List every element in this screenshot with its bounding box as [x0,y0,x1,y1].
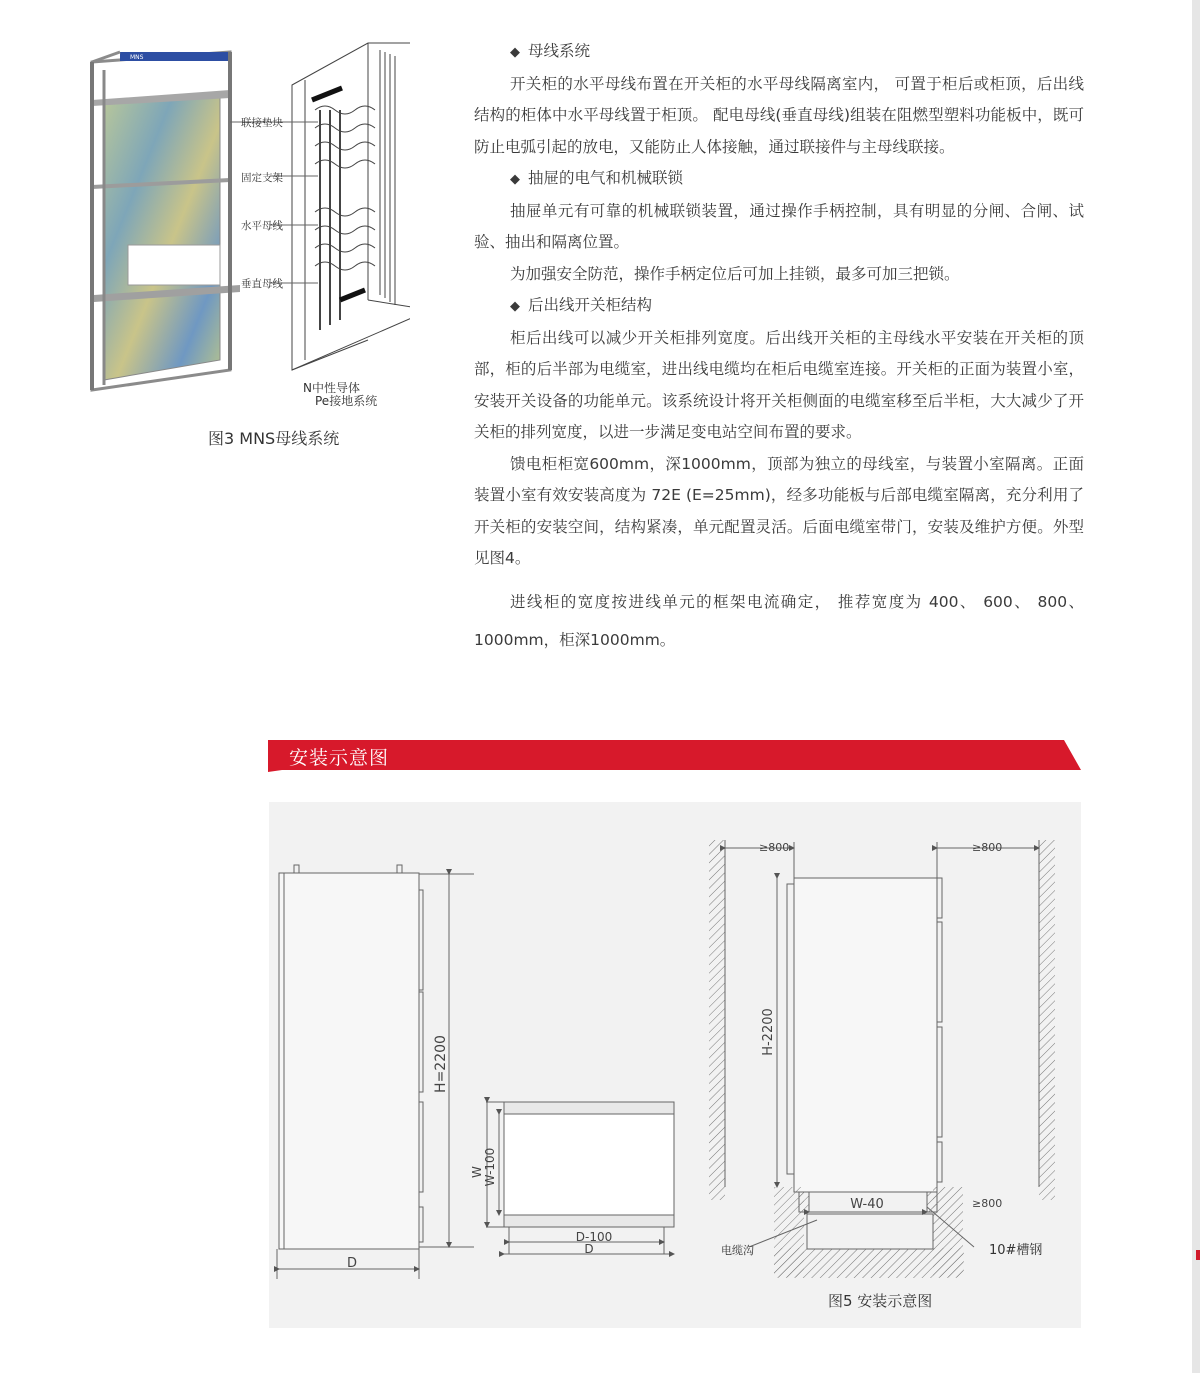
channel-steel-label: 10#槽钢 [989,1243,1043,1258]
paragraph-interlock: 抽屉单元有可靠的机械联锁装置，通过操作手柄控制，具有明显的分闸、合闸、试验、抽出和隔离位置。 [474,201,1084,251]
plan-w100-label: W-100 [483,1147,497,1187]
figure3-caption: 图3 MNS母线系统 [208,429,340,448]
front-height-label: H-2200 [761,1008,776,1056]
heading-busbar-system: ◆ 母线系统 [510,42,591,60]
paragraph-padlock: 为加强安全防范，操作手柄定位后可加上挂锁，最多可加三把锁。 [510,264,960,283]
section-banner [268,740,1081,772]
diamond-bullet-icon: ◆ [510,172,520,187]
diamond-bullet-icon: ◆ [510,299,520,314]
busbar-frame-drawing [230,43,410,370]
side-height-label: H=2200 [433,1035,449,1093]
heading-rear-outlet: ◆ 后出线开关柜结构 [510,296,653,314]
diamond-bullet-icon: ◆ [510,45,520,60]
front-clear-bottom-label: ≥800 [972,1197,1003,1210]
front-view [709,840,1055,1278]
label-neutral: N中性导体 [303,381,360,395]
paragraph-rear-outlet: 柜后出线可以减少开关柜排列宽度。后出线开关柜的主母线水平安装在开关柜的顶部，柜的后半部为电缆室，进出线电缆均在柜后电缆室连接。开关柜的正面为装置小室，安装开关设备的功能单元。该系统设计将开关柜侧面的电缆室移至后半柜，大大减少了开关柜的排列宽度，以进一步满足变电站空间布置的要求。 [474,328,1084,441]
cabinet-badge: MNS [130,54,144,61]
plan-d100-label: D-100 [575,1230,613,1244]
label-vertical-bus: 垂直母线 [241,278,283,290]
front-clear-left-label: ≥800 [759,841,790,854]
cabinet-photo [92,52,240,390]
plan-w-label: W [470,1166,484,1178]
label-horizontal-bus: 水平母线 [241,220,283,232]
figure5-caption: 图5 安装示意图 [828,1292,933,1310]
page-edge [1192,0,1200,1373]
paragraph-incoming: 进线柜的宽度按进线单元的框架电流确定， 推荐宽度为 400、 600、 800、1000mm，柜深1000mm。 [474,592,1084,649]
side-depth-label: D [346,1256,358,1271]
paragraph-busbar: 开关柜的水平母线布置在开关柜的水平母线隔离室内， 可置于柜后或柜顶，后出线结构的柜体中水平母线置于柜顶。 配电母线(垂直母线)组装在阻燃型塑料功能板中，既可防止电弧引起的放电，又能防止人体接触，通过联接件与主母线联接。 [474,74,1084,156]
front-w40-label: W-40 [850,1197,884,1212]
installation-diagram [269,802,1081,1328]
label-pe: Pe接地系统 [315,394,378,408]
label-fixed-bracket: 固定支架 [241,172,283,184]
text-column [474,36,1084,659]
heading-interlock: ◆ 抽屉的电气和机械联锁 [510,169,684,187]
paragraph-feeder: 馈电柜柜宽600mm，深1000mm，顶部为独立的母线室，与装置小室隔离。正面装置小室有效安装高度为 72E (E=25mm)，经多功能板与后部电缆室隔离，充分利用了开关柜的安装空间，结构紧凑，单元配置灵活。后面电缆室带门，安装及维护方便。外型见图4。 [474,454,1084,567]
section-title: 安装示意图 [289,747,390,769]
cable-trench-label: 电缆沟 [721,1244,754,1257]
label-link-block: 联接垫块 [241,117,283,129]
plan-d-label: D [584,1242,594,1256]
figure3-mns-busbar [80,40,410,410]
front-clear-right-label: ≥800 [972,841,1003,854]
page-edge-marker [1196,1250,1200,1260]
